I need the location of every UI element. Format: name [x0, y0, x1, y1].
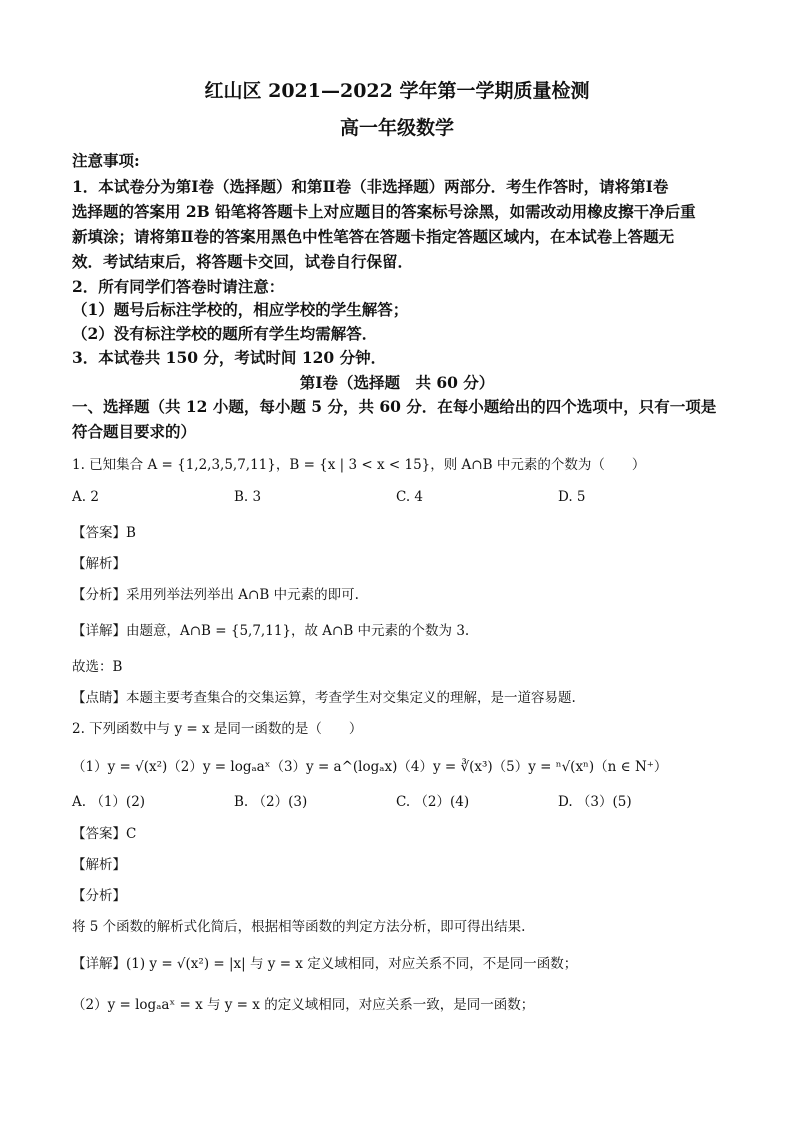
q2-options — [72, 790, 732, 810]
q1-option-a: A. 2 — [72, 489, 99, 505]
section-title: 第Ⅰ卷（选择题 共 60 分） — [299, 373, 495, 392]
q1-analysis-label: 【解析】 — [72, 556, 126, 572]
q1-option-d: D. 5 — [558, 489, 586, 505]
q2-detail-1: 【详解】(1) y = √(x²) = |x| 与 y = x 定义域相同，对应关系不同，不是同一函数； — [72, 956, 578, 972]
q1-answer: 【答案】B — [72, 525, 136, 541]
notice-heading: 注意事项: — [72, 151, 140, 170]
q1-choice: 故选：B — [72, 659, 123, 675]
q2-option-b: B. （2）(3) — [234, 794, 308, 810]
q2-stem: 2. 下列函数中与 y = x 是同一函数的是（ ） — [72, 721, 363, 737]
notice-item2b: （2）没有标注学校的题所有学生均需解答． — [72, 324, 378, 343]
notice-item1-line1: 1．本试卷分为第Ⅰ卷（选择题）和第Ⅱ卷（非选择题）两部分．考生作答时，请将第Ⅰ卷 — [72, 177, 669, 196]
q1-detail: 【详解】由题意，A∩B = {5,7,11}，故 A∩B 中元素的个数为 3. — [72, 623, 470, 639]
q1-options — [72, 489, 732, 505]
notice-item2a: （1）题号后标注学校的，相应学校的学生解答； — [72, 300, 409, 319]
exam-subtitle: 高一年级数学 — [339, 117, 454, 139]
q2-fenxi-text: 将 5 个函数的解析式化简后，根据相等函数的判定方法分析，即可得出结果. — [72, 919, 526, 935]
notice-item1-line4: 效．考试结束后，将答题卡交回，试卷自行保留． — [72, 252, 414, 271]
notice-item1-line2: 选择题的答案用 2B 铅笔将答题卡上对应题目的答案标号涂黑，如需改动用橡皮擦干净后重 — [72, 202, 696, 221]
q1-stem: 1. 已知集合 A = {1,2,3,5,7,11}，B = {x | 3 < x < 15}，则 A∩B 中元素的个数为（ ） — [72, 457, 646, 473]
q2-answer: 【答案】C — [72, 826, 137, 842]
q2-detail-2: （2）y = logₐaˣ = x 与 y = x 的定义域相同，对应关系一致，是同一函数； — [72, 997, 535, 1013]
q2-functions: （1）y = √(x²)（2）y = logₐaˣ（3）y = a^(logₐx)（4）y = ∛(x³)（5）y = ⁿ√(xⁿ)（n ∈ N⁺） — [72, 759, 668, 775]
q2-option-a: A. （1）(2) — [72, 794, 146, 810]
notice-item3: 3．本试卷共 150 分，考试时间 120 分钟． — [72, 348, 387, 367]
q1-option-b: B. 3 — [234, 489, 262, 505]
q1-fenxi: 【分析】采用列举法列举出 A∩B 中元素的即可. — [72, 587, 359, 603]
notice-item2: 2．所有同学们答卷时请注意： — [72, 277, 285, 296]
section-intro-line1: 一、选择题（共 12 小题，每小题 5 分，共 60 分．在每小题给出的四个选项中，只有一项是 — [72, 397, 717, 416]
section-intro-line2: 符合题目要求的） — [72, 422, 197, 441]
q2-option-d: D. （3）(5) — [558, 794, 632, 810]
q2-fenxi-label: 【分析】 — [72, 888, 126, 904]
exam-title: 红山区 2021—2022 学年第一学期质量检测 — [204, 80, 590, 102]
q2-option-c: C. （2）(4) — [396, 794, 470, 810]
q2-analysis-label: 【解析】 — [72, 857, 126, 873]
q1-option-c: C. 4 — [396, 489, 424, 505]
q1-comment: 【点睛】本题主要考查集合的交集运算，考查学生对交集定义的理解，是一道容易题. — [72, 690, 576, 706]
notice-item1-line3: 新填涂；请将第Ⅱ卷的答案用黑色中性笔答在答题卡指定答题区域内，在本试卷上答题无 — [72, 227, 675, 246]
